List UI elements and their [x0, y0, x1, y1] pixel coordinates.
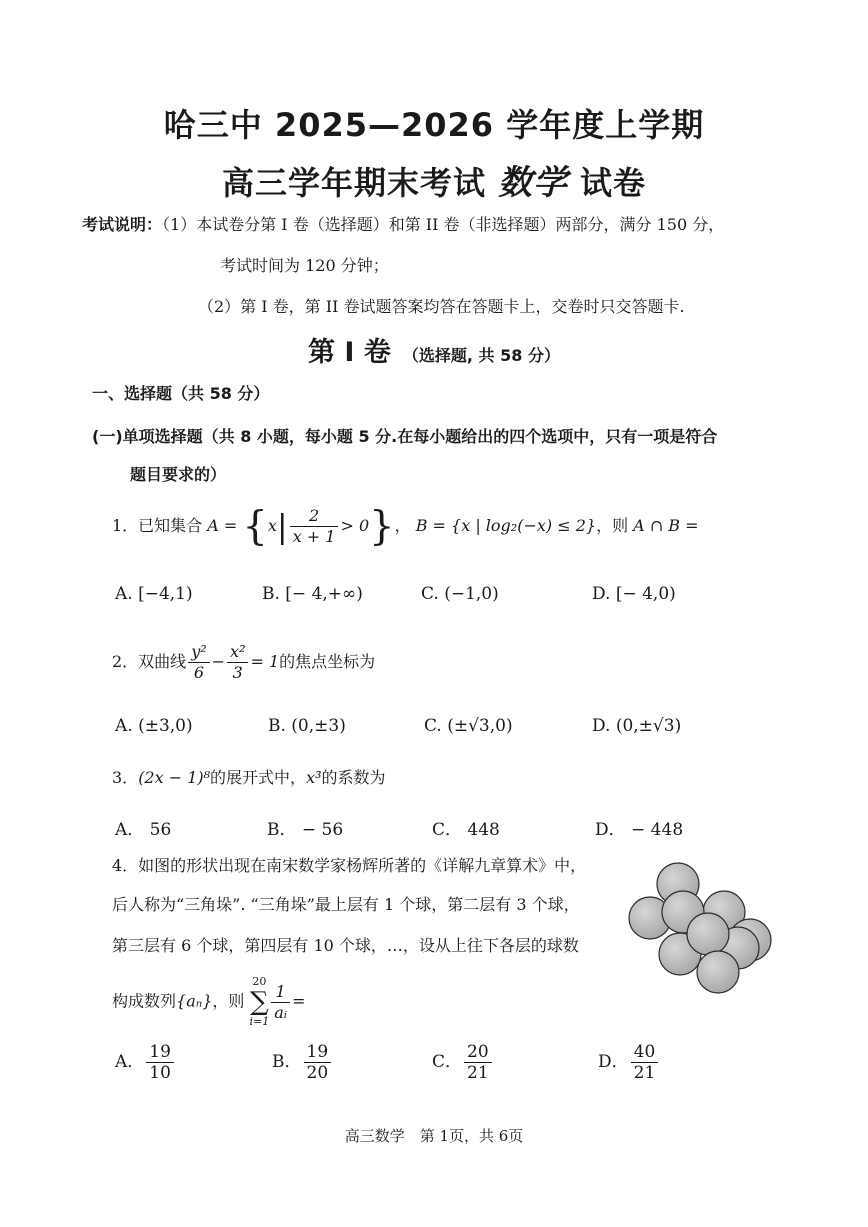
- q4-option-d-den: 21: [633, 1063, 656, 1083]
- ball: [697, 951, 739, 993]
- q3-option-b: B． − 56: [267, 820, 344, 840]
- q3-suffix: 的系数为: [321, 768, 386, 787]
- q4-line3: 第三层有 6 个球，第四层有 10 个球，…，设从上往下各层的球数: [112, 936, 579, 955]
- q1-comma: ，: [394, 516, 411, 535]
- q1-option-c: C. (−1,0): [421, 584, 499, 604]
- q2-frac2-num: x²: [227, 642, 248, 663]
- section-name: 第 I 卷: [308, 337, 391, 368]
- q3-expr: (2x − 1)⁸: [138, 768, 211, 787]
- q2-option-d: D. (0,±√3): [592, 716, 682, 736]
- q2-eq: = 1: [250, 652, 280, 671]
- q1-option-a: A. [−4,1): [115, 584, 193, 604]
- q4-sum-den: aᵢ: [274, 1002, 288, 1022]
- q4-line1: 4．如图的形状出现在南宋数学家杨辉所著的《详解九章算术》中，: [112, 856, 587, 875]
- instructions-line1: [82, 212, 724, 235]
- q4-option-c-fraction: [464, 1042, 492, 1083]
- q4-sum-operator: [250, 975, 270, 1029]
- q4-sum-fraction: [271, 982, 290, 1023]
- q4-line2: 后人称为“三角垛”. “三角垛”最上层有 1 个球，第二层有 3 个球，: [112, 895, 580, 914]
- q4-line4-prefix: 构成数列: [112, 991, 177, 1011]
- q2-frac2-den: 3: [232, 663, 243, 682]
- q3-prefix: 3．: [112, 768, 139, 787]
- q4-option-c-label: C．: [432, 1052, 463, 1072]
- q3-mid: 的展开式中，: [210, 768, 307, 787]
- q4-sum-bottom: i=1: [249, 1015, 270, 1028]
- q4-option-a-num: 19: [146, 1042, 174, 1063]
- q1-prefix: 1．已知集合: [112, 516, 203, 535]
- question-2: [112, 639, 375, 685]
- q2-frac1-num: y²: [188, 642, 209, 663]
- ball: [687, 913, 729, 955]
- q4-sum-symbol: ∑: [250, 987, 269, 1017]
- q3-option-c: C． 448: [432, 820, 500, 840]
- q4-line4-mid: ，则: [212, 991, 245, 1011]
- q4-option-a-fraction: [146, 1042, 174, 1083]
- q4-line4: [112, 975, 305, 1027]
- q4-option-c: [432, 1042, 494, 1083]
- q1-frac-den: x + 1: [292, 527, 336, 546]
- q4-option-b-label: B．: [272, 1052, 302, 1072]
- q4-option-b: [272, 1042, 333, 1083]
- q1-suffix: ，则: [596, 516, 629, 535]
- q2-fraction-1: [188, 642, 209, 683]
- q2-suffix: 的焦点坐标为: [279, 652, 376, 671]
- section-subtitle: （选择题, 共 58 分）: [402, 346, 560, 365]
- q3-term: x³: [306, 768, 322, 787]
- triangular-pile-figure: [620, 862, 780, 1002]
- q1-set-a-var: x: [267, 516, 277, 535]
- q1-left-brace-icon: {: [242, 503, 268, 550]
- q1-option-d: D. [− 4,0): [592, 584, 676, 604]
- exam-subject: 数学: [498, 163, 568, 203]
- q1-frac-num: 2: [290, 506, 339, 527]
- part-heading: 一、选择题（共 58 分）: [92, 384, 270, 403]
- q2-option-b: B. (0,±3): [268, 716, 346, 736]
- q4-option-a-label: A．: [115, 1052, 145, 1072]
- q4-option-a-den: 10: [149, 1063, 171, 1083]
- q3-option-d: D． − 448: [595, 820, 684, 840]
- question-3: [112, 765, 386, 788]
- q4-option-d-label: D．: [598, 1052, 629, 1072]
- q4-option-c-num: 20: [464, 1042, 492, 1063]
- q2-option-c: C. (±√3,0): [424, 716, 513, 736]
- q4-option-d-fraction: [631, 1042, 659, 1083]
- q1-set-a-rel: > 0: [340, 516, 370, 535]
- page-footer: 高三数学 第 1页，共 6页: [344, 1127, 524, 1145]
- q2-option-a: A. (±3,0): [115, 716, 193, 736]
- q1-set-a-name: A =: [207, 516, 243, 535]
- q1-ask: A ∩ B =: [633, 516, 699, 535]
- q4-option-a: [115, 1042, 176, 1083]
- q4-sum-top: 20: [252, 975, 267, 988]
- exam-title-left: 高三学年期末考试: [221, 164, 486, 202]
- subpart-heading: (一)单项选择题（共 8 小题，每小题 5 分.在每小题给出的四个选项中，只有一项是符合: [92, 427, 718, 446]
- q2-fraction-2: [227, 642, 248, 683]
- q4-sum-eq: =: [292, 991, 306, 1011]
- q4-option-c-den: 21: [467, 1063, 489, 1083]
- subpart-heading-cont: 题目要求的）: [130, 465, 227, 484]
- q4-sum-num: 1: [271, 982, 290, 1003]
- exam-title-line1: 哈三中 2025—2026 学年度上学期: [163, 106, 705, 144]
- q1-set-a-fraction: [290, 506, 339, 547]
- exam-title-right: 试卷: [580, 164, 647, 202]
- instructions-item1-cont: 考试时间为 120 分钟；: [220, 256, 389, 275]
- instructions-item2: （2）第 I 卷，第 II 卷试题答案均答在答题卡上，交卷时只交答题卡.: [198, 297, 685, 316]
- q4-option-b-num: 19: [304, 1042, 332, 1063]
- q4-option-b-fraction: [304, 1042, 332, 1083]
- section-title: [0, 330, 868, 369]
- q3-option-a: A． 56: [115, 820, 172, 840]
- q2-prefix: 2．双曲线: [112, 652, 187, 671]
- question-1: 1．已知集合 A = {x| $\frac{2}{x + 1}$ > 0}， B = {x | log₂(−x) ≤ 2}，则 A ∩ B =: [112, 503, 699, 550]
- q1-option-b: B. [− 4,+∞): [262, 584, 363, 604]
- q4-sequence: {aₙ}: [176, 991, 213, 1011]
- q4-option-d: [598, 1042, 660, 1083]
- instructions-label: 考试说明：: [82, 215, 163, 234]
- exam-title-line2: [0, 155, 868, 204]
- q4-option-d-num: 40: [631, 1042, 659, 1063]
- q4-option-b-den: 20: [306, 1063, 329, 1083]
- q1-right-brace-icon: }: [369, 503, 395, 550]
- q1-set-b: B = {x | log₂(−x) ≤ 2}: [415, 516, 597, 535]
- instructions-item1: （1）本试卷分第 I 卷（选择题）和第 II 卷（非选择题）两部分，满分 150 分，: [162, 215, 725, 234]
- q2-minus: −: [211, 652, 226, 671]
- q2-frac1-den: 6: [193, 663, 204, 682]
